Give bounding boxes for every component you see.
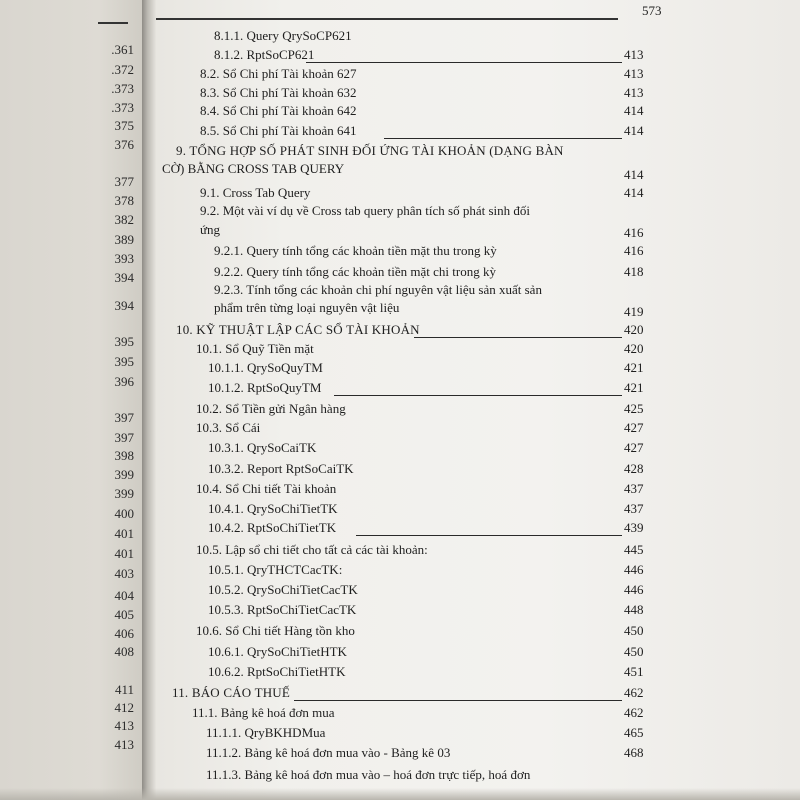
toc-entry [156, 562, 800, 580]
toc-entry-title: 10.3. Sổ Cái [196, 420, 261, 435]
toc-entry-page: 437 [624, 481, 644, 496]
left-page-number: 412 [114, 700, 134, 715]
toc-entry-page: 450 [624, 644, 644, 659]
toc-entry-page: 421 [624, 360, 644, 375]
toc-entry-title: 8.1.2. RptSoCP621 [214, 47, 315, 62]
toc-entry-page: 425 [624, 401, 644, 416]
toc-section-heading [156, 685, 800, 703]
toc-entry [156, 644, 800, 662]
toc-entry [156, 481, 800, 499]
toc-entry [156, 461, 800, 479]
toc-entry-title: 10.4.2. RptSoChiTietTK [208, 520, 337, 535]
toc-entry [156, 664, 800, 682]
toc-entry-title: 10.5.1. QryTHCTCacTK: [208, 562, 343, 577]
toc-entry-page: 418 [624, 264, 644, 279]
left-page-number: 376 [114, 137, 134, 152]
page-bottom-shadow [0, 788, 800, 800]
toc-entry-title: 10.4.1. QrySoChiTietTK [208, 501, 338, 516]
left-page-number: 393 [114, 251, 134, 266]
toc-entry-page: 416 [624, 243, 644, 258]
left-page-number: 399 [114, 486, 134, 501]
left-page-number: 395 [114, 354, 134, 369]
toc-entry-page: 427 [624, 420, 644, 435]
toc-entry-title: 10.3.1. QrySoCaiTK [208, 440, 317, 455]
toc-entry-title: 9.2.2. Query tính tổng các khoản tiền mặt chi trong kỳ [214, 264, 496, 279]
toc-leader-line [334, 395, 622, 396]
toc-entry [156, 123, 800, 141]
toc-entry-page: 414 [624, 123, 644, 138]
left-page-number: 411 [114, 682, 134, 697]
left-header-rule [98, 22, 128, 24]
toc-entry-page: 450 [624, 623, 644, 638]
left-page-number: 397 [114, 430, 134, 445]
left-page-number: 389 [114, 232, 134, 247]
toc-entry-title: 11.1.2. Bảng kê hoá đơn mua vào - Bảng kê 03 [206, 745, 451, 760]
left-page-number: 394 [114, 298, 134, 313]
toc-entry-page: 419 [624, 304, 644, 319]
toc-entry-page: 428 [624, 461, 644, 476]
toc-section-heading [156, 143, 800, 182]
left-page-number: 377 [114, 174, 134, 189]
toc-entry [156, 47, 800, 65]
toc-entry-page: 448 [624, 602, 644, 617]
toc-entry [156, 623, 800, 641]
toc-entry-title: 10.4. Sổ Chi tiết Tài khoản [196, 481, 337, 496]
toc-entry [156, 705, 800, 723]
toc-entry-title: 10. KỸ THUẬT LẬP CÁC SỔ TÀI KHOẢN [176, 322, 420, 337]
toc-entry-title: 10.5.2. QrySoChiTietCacTK [208, 582, 358, 597]
left-page-number: 408 [114, 644, 134, 659]
toc-entry-title: 10.6.1. QrySoChiTietHTK [208, 644, 347, 659]
toc-entry-page: 413 [624, 85, 644, 100]
left-page-number: 382 [114, 212, 134, 227]
left-page-number: 413 [114, 718, 134, 733]
toc-leader-line [306, 62, 622, 63]
left-page-number: 394 [114, 270, 134, 285]
left-page-number: .373 [111, 81, 134, 96]
toc-entry-title: 10.5.3. RptSoChiTietCacTK [208, 602, 357, 617]
toc-entry-title: 11.1. Bảng kê hoá đơn mua [192, 705, 335, 720]
toc-entry [156, 401, 800, 419]
toc-section-heading [156, 322, 800, 340]
toc-entry-title: 11.1.3. Bảng kê hoá đơn mua vào – hoá đơn trực tiếp, hoá đơn [206, 767, 531, 782]
toc-entry-page: 420 [624, 341, 644, 356]
toc-entry-title: 10.5. Lập sổ chi tiết cho tất cả các tài khoản: [196, 542, 428, 557]
toc-entry [156, 440, 800, 458]
toc-entry-page: 427 [624, 440, 644, 455]
toc-entry [156, 66, 800, 84]
toc-entry [156, 420, 800, 438]
toc-entry [156, 602, 800, 620]
toc-entry-title: 8.3. Sổ Chi phí Tài khoản 632 [200, 85, 357, 100]
left-page-number: 378 [114, 193, 134, 208]
left-page-number: 375 [114, 118, 134, 133]
page-number: 573 [642, 3, 662, 18]
left-page-number: 395 [114, 334, 134, 349]
toc-entry [156, 520, 800, 538]
toc-entry-page: 413 [624, 66, 644, 81]
toc-entry-title: 11. BÁO CÁO THUẾ [172, 685, 291, 700]
right-page [156, 0, 800, 800]
toc-entry-title-continuation: CỜ) BẰNG CROSS TAB QUERY [162, 161, 345, 176]
toc-entry [156, 725, 800, 743]
toc-entry-page: 414 [624, 185, 644, 200]
toc-entry [156, 745, 800, 763]
toc-entry-page: 437 [624, 501, 644, 516]
toc-entry-title: 9.2. Một vài ví dụ về Cross tab query phân tích số phát sinh đối [200, 203, 531, 218]
toc-entry-title: 9.2.1. Query tính tổng các khoản tiền mặt thu trong kỳ [214, 243, 497, 258]
left-page-number: .372 [111, 62, 134, 77]
toc-entry-page: 421 [624, 380, 644, 395]
left-page-number: 400 [114, 506, 134, 521]
left-page-number: 398 [114, 448, 134, 463]
toc-entry [156, 264, 800, 282]
toc-entry [156, 360, 800, 378]
toc-leader-line [414, 337, 622, 338]
toc-entry-title: 10.1.2. RptSoQuyTM [208, 380, 322, 395]
toc-entry-page: 446 [624, 582, 644, 597]
toc-entry-page: 413 [624, 47, 644, 62]
toc-entry [156, 28, 800, 46]
toc-entry-page: 468 [624, 745, 644, 760]
toc-entry-page: 462 [624, 685, 644, 700]
left-page-number: 405 [114, 607, 134, 622]
toc-entry [156, 767, 800, 785]
toc-entry-title: 10.6.2. RptSoChiTietHTK [208, 664, 346, 679]
toc-entry-title: 10.1. Sổ Quỹ Tiền mặt [196, 341, 314, 356]
left-page-number: 401 [114, 526, 134, 541]
toc-entry [156, 103, 800, 121]
toc-entry-title: 10.3.2. Report RptSoCaiTK [208, 461, 354, 476]
toc-entry-title: 9.2.3. Tính tổng các khoản chi phí nguyên vật liệu sản xuất sản [214, 282, 542, 297]
left-page-number: 413 [114, 737, 134, 752]
toc-entry [156, 243, 800, 261]
toc-entry [156, 203, 800, 239]
left-page-number: 396 [114, 374, 134, 389]
toc-entry-title: 10.6. Sổ Chi tiết Hàng tồn kho [196, 623, 355, 638]
book-gutter [142, 0, 156, 800]
toc-entry-title: 8.2. Sổ Chi phí Tài khoản 627 [200, 66, 357, 81]
toc-entry-page: 439 [624, 520, 644, 535]
toc-entry-title: 9. TỔNG HỢP SỐ PHÁT SINH ĐỐI ỨNG TÀI KHOẢN (DẠNG BÀN [176, 143, 564, 158]
toc-entry [156, 501, 800, 519]
toc-entry-title: 8.1.1. Query QrySoCP621 [214, 28, 352, 43]
toc-entry-page: 416 [624, 225, 644, 240]
toc-entry [156, 282, 800, 318]
toc-entry [156, 542, 800, 560]
toc-entry-page: 462 [624, 705, 644, 720]
toc-entry-page: 451 [624, 664, 644, 679]
toc-entry-page: 420 [624, 322, 644, 337]
toc-entry [156, 85, 800, 103]
left-page-number: 404 [114, 588, 134, 603]
toc-entry [156, 341, 800, 359]
toc-leader-line [356, 535, 622, 536]
toc-entry [156, 185, 800, 203]
toc-entry-title-continuation: phẩm trên từng loại nguyên vật liệu [214, 300, 400, 315]
left-page-number: 406 [114, 626, 134, 641]
toc-entry-page: 414 [624, 167, 644, 182]
toc-entry-title: 9.1. Cross Tab Query [200, 185, 311, 200]
toc-leader-line [294, 700, 622, 701]
left-page-number: 397 [114, 410, 134, 425]
toc-entry-title: 10.2. Sổ Tiền gửi Ngân hàng [196, 401, 346, 416]
toc-entry-title: 8.5. Sổ Chi phí Tài khoản 641 [200, 123, 357, 138]
toc-entry-page: 446 [624, 562, 644, 577]
toc-leader-line [384, 138, 622, 139]
toc-entry [156, 582, 800, 600]
toc-entry-title: 11.1.1. QryBKHDMua [206, 725, 326, 740]
left-page-number: 401 [114, 546, 134, 561]
toc-entry-page: 445 [624, 542, 644, 557]
toc-entry-title: 8.4. Sổ Chi phí Tài khoản 642 [200, 103, 357, 118]
left-page-number: .373 [111, 100, 134, 115]
header-rule [156, 18, 618, 20]
toc-entry-page: 414 [624, 103, 644, 118]
toc-entry-title: 10.1.1. QrySoQuyTM [208, 360, 323, 375]
left-page-number: 399 [114, 467, 134, 482]
left-page-number: 403 [114, 566, 134, 581]
left-page [0, 0, 142, 800]
toc-entry [156, 380, 800, 398]
left-page-number: .361 [111, 42, 134, 57]
toc-entry-page: 465 [624, 725, 644, 740]
toc-entry-title-continuation: ứng [200, 222, 221, 237]
